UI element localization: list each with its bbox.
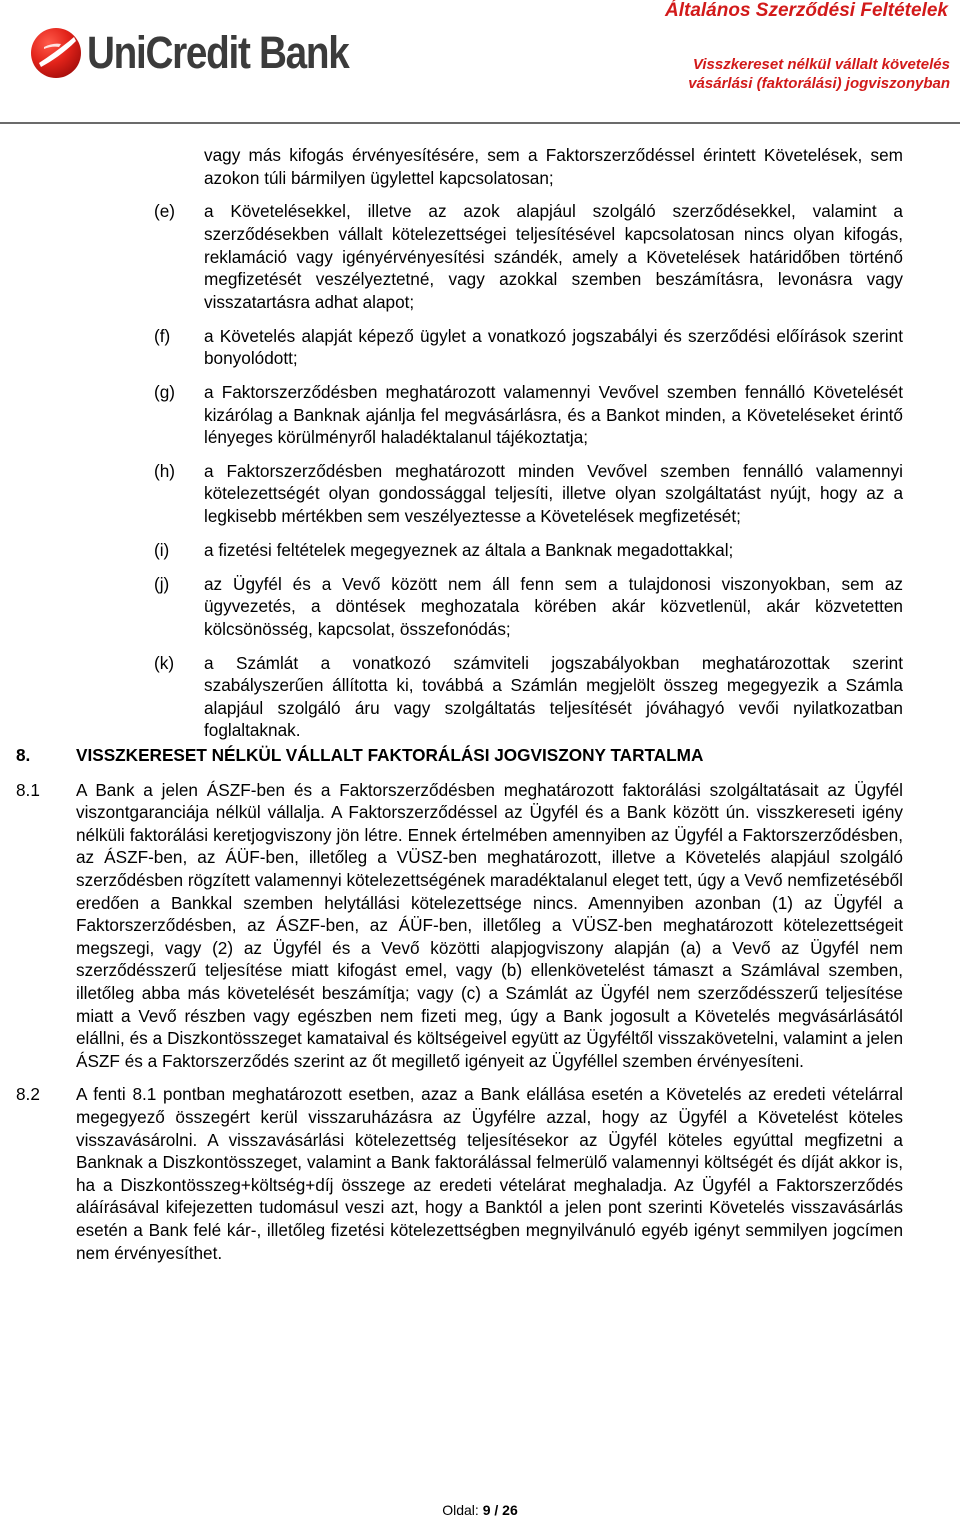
paragraph-text: A fenti 8.1 pontban meghatározott esetben, azaz a Bank elállása esetén a Követelés az eredeti vételárral megegyező összegért kerül visszaruházásra az Ügyfélre azzal, hogy az Ügyfél a Követelést köteles visszavásárolni. A visszavásárlási kötelezettség teljesítésekor az Ügyfél köteles egyúttal megfizetni a Banknak a Diszkontösszeget, valamint a Bank faktorálással felmerülő valamennyi költségét és díját akkor is, ha a Diszkontösszeg+költség+díj összege az eredeti vételárat meghaladja. Az Ügyfél a Faktorszerződés aláírásával kifejezetten tudomásul veszi azt, hogy a Banktól a jelen pont szerinti Követelés visszavásárlás esetén a Bank felé kár-, illetőleg fizetési kötelezettségben megnyilvánuló egyéb igényt semmilyen jogcímen nem érvényesíthet. (76, 1084, 903, 1263)
paragraph (0, 779, 960, 1073)
header-divider (0, 122, 960, 124)
list-item (0, 381, 960, 449)
list-item-text: a Faktorszerződésben meghatározott minden Vevővel szemben fennálló valamennyi kötelezettségét olyan gondossággal teljesíti, illetve olyan szolgáltatást nyújt, hogy az a legkisebb mértékben sem veszélyeztesse a Követelések megfizetését; (204, 460, 903, 527)
list-item (0, 200, 960, 313)
list-item-text: a Számlát a vonatkozó számviteli jogszabályokban meghatározottak szerint szabályszerűen állította ki, továbbá a Számlán megjelölt összeg megegyezik a Számla alapjául szolgáló áru vagy szolgáltatás teljesítését jóváhagyó vevői nyilatkozatban foglaltaknak. (204, 652, 903, 741)
list-item (0, 325, 960, 370)
section-title: VISSZKERESET NÉLKÜL VÁLLALT FAKTORÁLÁSI JOGVISZONY TARTALMA (76, 744, 704, 765)
list-item (0, 460, 960, 528)
list-item (0, 652, 960, 742)
list-item-text: a Követelésekkel, illetve az azok alapjául szolgáló szerződésekkel, valamint a szerződésekben vállalt kötelezettségei teljesítésével kapcsolatosan nincs olyan kifogás, reklamáció vagy igényérvényesítési szándék, amely a Követelések határidőben történő megfizetését veszélyeztetné, vagy azokkal szemben beszámításra, levonásra vagy visszatartásra adhat alapot; (204, 201, 903, 312)
list-item-text: a Faktorszerződésben meghatározott valamennyi Vevővel szemben fennálló Követelését kizárólag a Banknak ajánlja fel megvásárlásra, és a Bankot minden, a Követeléseket érintő lényeges körülményről haladéktalanul tájékoztatja; (204, 381, 903, 448)
page-label: Oldal: (442, 1502, 479, 1518)
page-footer (0, 1502, 960, 1518)
continuation-item (0, 144, 960, 189)
list-item-label: (i) (154, 539, 170, 560)
page-number: 9 (482, 1502, 491, 1518)
document-body (0, 144, 960, 1275)
section-heading (0, 744, 960, 767)
list-item-label: (j) (154, 573, 170, 594)
brand-name: UniCredit Bank (87, 27, 349, 78)
paragraph-number: 8.1 (16, 779, 40, 800)
list-item-label: (g) (154, 381, 176, 402)
page-header (0, 0, 960, 124)
paragraph-number: 8.2 (16, 1084, 40, 1105)
document-title: Általános Szerződési Feltételek (665, 0, 948, 21)
list-item-label: (e) (154, 201, 176, 222)
list-item-label: (f) (154, 325, 171, 346)
list-item-label: (k) (154, 652, 175, 673)
document-subtitle: Visszkereset nélkül vállalt követelés vásárlási (faktorálási) jogviszonyban (688, 56, 950, 92)
list-item-text: a fizetési feltételek megegyeznek az általa a Banknak megadottakkal; (204, 539, 734, 560)
unicredit-logo-icon (30, 27, 82, 79)
page-separator: / (494, 1502, 499, 1518)
list-item (0, 539, 960, 562)
continuation-text: vagy más kifogás érvényesítésére, sem a Faktorszerződéssel érintett Követelések, sem azokon túli bármilyen ügylettel kapcsolatosan; (204, 145, 903, 188)
brand-logo (30, 27, 391, 79)
paragraph (0, 1083, 960, 1264)
section-number: 8. (16, 744, 31, 765)
list-item-text: az Ügyfél és a Vevő között nem áll fenn sem a tulajdonosi viszonyokban, sem az ügyvezetés, a döntések meghozatala körében akár közvetlenül, akár közvetetten kölcsönösség, kapcsolat, összefonódás; (204, 573, 903, 639)
paragraph-text: A Bank a jelen ÁSZF-ben és a Faktorszerződésben meghatározott faktorálási szolgáltatásait az Ügyfél viszontgaranciája nélkül vállalja. A Faktorszerződéssel az Ügyfél és a Bank között ún. visszkereseti igény nélküli faktorálási keretjogviszony jön létre. Ennek értelmében amennyiben az Ügyfél a Faktorszerződésben, az ÁSZF-ben, az ÁÜF-ben, illetőleg a VÜSZ-ben meghatározott, illetve a Követelés alapjául szolgáló szerződésben rögzített valamennyi kötelezettségének maradéktalanul eleget tett, úgy a Vevő nemfizetéséből eredően a Bankkal szemben helytállási kötelezettsége nincs. Amennyiben azonban (1) az Ügyfél a Faktorszerződésben, az ÁSZF-ben, az ÁÜF-ben, illetőleg a VÜSZ-ben meghatározott kötelezettségeit megszegi, vagy (2) az Ügyfél és a Vevő közötti alapjogviszony alapján (a) a Vevő az Ügyfél nem szerződésszerű teljesítése miatt kifogást emel, vagy (b) ellenkövetelést támaszt a Számlával szemben, illetőleg abba más követelését beszámítja; vagy (c) a Számlát az Ügyfél nem szerződésszerű teljesítése miatt a Vevő részben vagy egészben nem fizeti meg, úgy a Bank jogosult a Követelés megvásárlásától elállni, és a Diszkontösszeget kamataival és költségeivel együtt az Ügyféltől visszakövetelni, valamint a jelen ÁSZF és a Faktorszerződés szerint az őt megillető igényeit az Ügyféllel szemben érvényesíteni. (76, 779, 903, 1071)
list-item-text: a Követelés alapját képező ügylet a vonatkozó jogszabályi és szerződési előírások szerint bonyolódott; (204, 325, 903, 369)
list-item (0, 573, 960, 641)
page-total: 26 (502, 1502, 518, 1518)
list-item-label: (h) (154, 460, 176, 481)
